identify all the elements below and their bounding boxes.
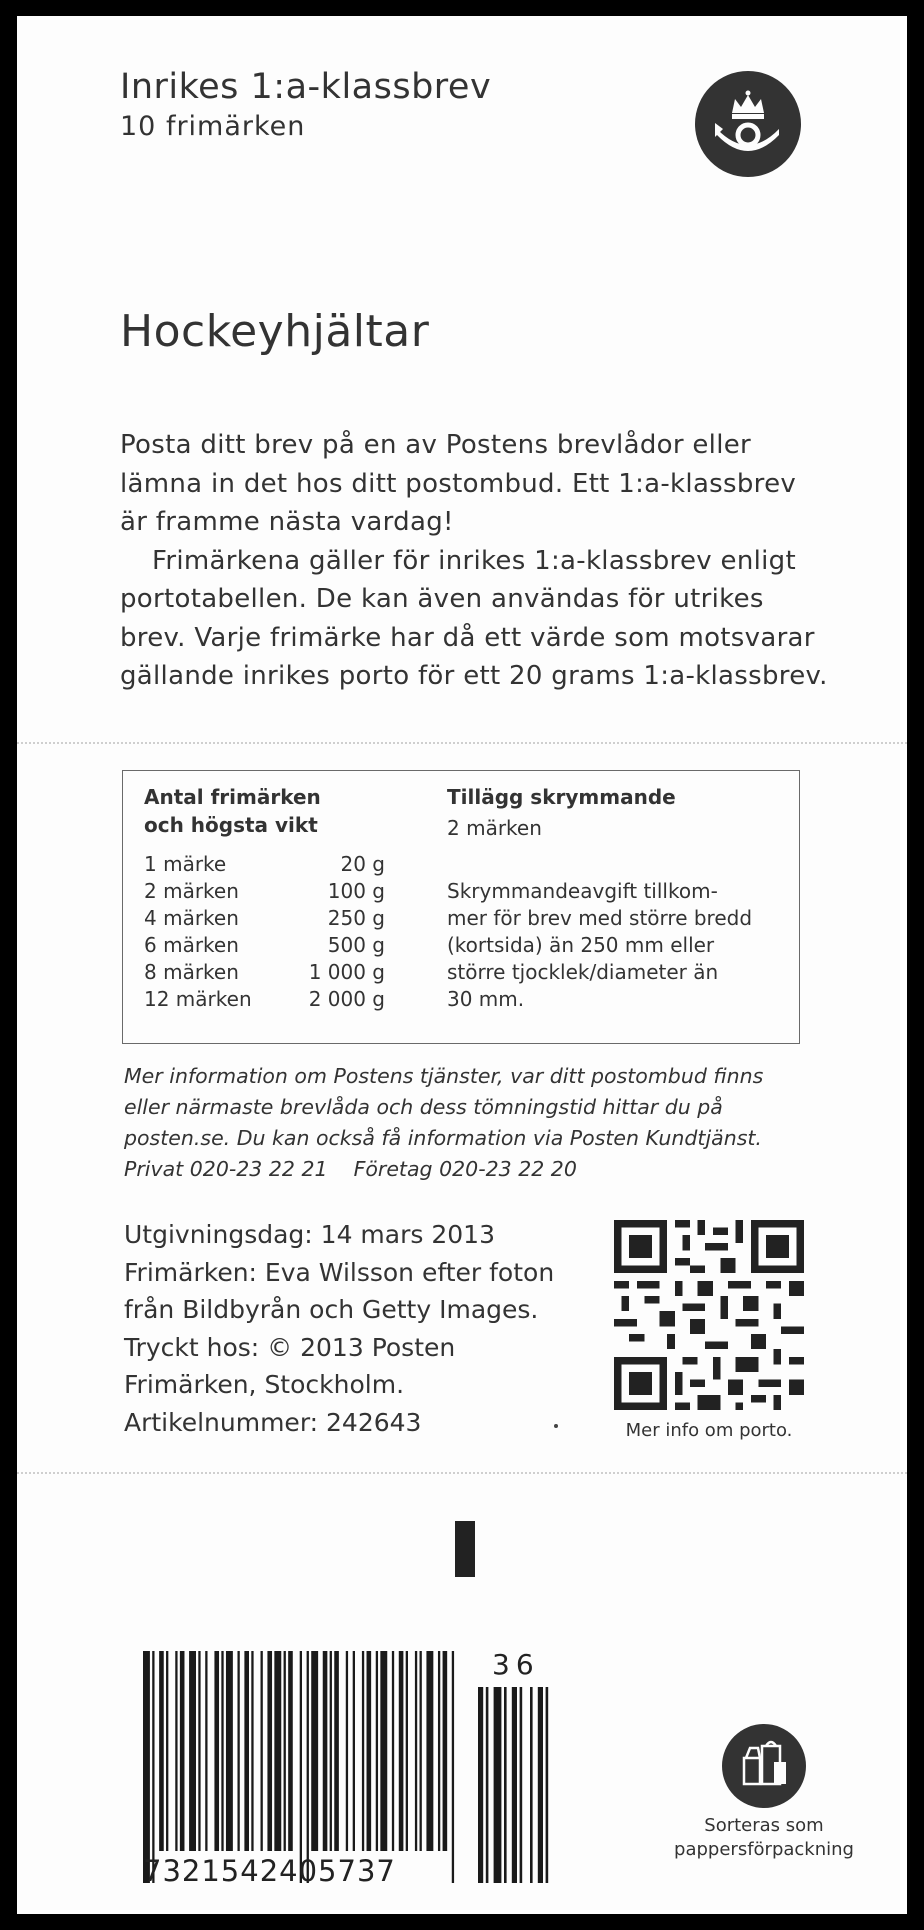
barcode-bar (307, 1651, 309, 1883)
booklet-subtitle: 10 frimärken (120, 111, 306, 142)
qr-caption: Mer info om porto. (625, 1420, 793, 1441)
barcode-bar (311, 1651, 318, 1851)
recycling-line: Sorteras som (704, 1815, 824, 1836)
bulky-note-line: 30 mm. (447, 987, 525, 1011)
barcode-bar (274, 1651, 281, 1851)
barcode-addon-bar (512, 1687, 517, 1883)
barcode-number: 7321542405737 (143, 1854, 396, 1888)
qr-code[interactable] (614, 1220, 804, 1410)
barcode-bar (205, 1651, 207, 1851)
table-row-weight: 1 000 g (308, 960, 385, 984)
bulky-note-line: mer för brev med större bredd (447, 906, 753, 930)
barcode-bar (288, 1651, 293, 1851)
instruction-line: brev. Varje frimärke har då ett värde som motsvarar (120, 622, 815, 653)
print-dot (554, 1424, 558, 1428)
barcode-bar (159, 1651, 164, 1851)
barcode-addon-number: 36 (492, 1648, 540, 1681)
barcode-bar (198, 1651, 200, 1851)
registration-mark (455, 1521, 475, 1577)
barcode-bar (443, 1651, 448, 1851)
barcode-bar (180, 1651, 185, 1851)
barcode-bar (323, 1651, 328, 1851)
recycling-label (627, 1814, 901, 1862)
more-info-line: eller närmaste brevlåda och dess tömningstid hittar du på (124, 1095, 723, 1119)
barcode-bar (376, 1651, 378, 1851)
barcode-bar (221, 1651, 223, 1851)
postage-table (122, 770, 800, 1044)
barcode-bar (334, 1651, 339, 1851)
barcode-bar (406, 1651, 408, 1851)
table-row-weight: 20 g (340, 852, 385, 876)
barcode-bar (166, 1651, 168, 1851)
posten-logo-icon (695, 71, 801, 177)
recycling-line: pappersförpackning (674, 1839, 854, 1860)
barcode-bar (267, 1651, 272, 1851)
barcode-bar (244, 1651, 249, 1851)
issue-line: Artikelnummer: 242643 (124, 1407, 422, 1437)
bulky-note-line: Skrymmandeavgift tillkom- (447, 879, 718, 903)
table-row-weight: 250 g (327, 906, 385, 930)
barcode-bar (226, 1651, 233, 1851)
instruction-line: Frimärkena gäller för inrikes 1:a-klassbrev enligt (152, 545, 796, 576)
issue-line: från Bildbyrån och Getty Images. (124, 1295, 539, 1324)
barcode-bar (420, 1651, 422, 1851)
barcode-addon-bar (478, 1687, 483, 1883)
barcode-bar (214, 1651, 219, 1851)
booklet-title: Inrikes 1:a-klassbrev (120, 67, 492, 107)
table-row-weight: 100 g (327, 879, 385, 903)
barcode-bar (251, 1651, 253, 1851)
phone-numbers (124, 1154, 824, 1185)
barcode-addon-bar (546, 1687, 549, 1883)
issue-line: Frimärken: Eva Wilsson efter foton (124, 1257, 555, 1287)
table-row-weight: 2 000 g (308, 987, 385, 1011)
table-row-weight: 500 g (327, 933, 385, 957)
barcode-addon-bar (494, 1687, 502, 1883)
barcode-bar (346, 1651, 348, 1851)
instruction-line: lämna in det hos ditt postombud. Ett 1:a-klassbrev (120, 468, 797, 499)
barcode-bar (367, 1651, 372, 1851)
more-info-line: posten.se. Du kan också få information via Posten Kundtjänst. (124, 1126, 762, 1150)
perforation-line (17, 738, 907, 748)
issue-line: Frimärken, Stockholm. (124, 1370, 405, 1399)
barcode-bar (284, 1651, 286, 1851)
issue-line: Tryckt hos: © 2013 Posten (124, 1332, 456, 1362)
more-info-line: Mer information om Postens tjänster, var ditt postombud finns (124, 1064, 764, 1088)
more-info-text (124, 1061, 824, 1185)
table-row-count: 12 märken (144, 987, 252, 1011)
table-row-count: 6 märken (144, 933, 239, 957)
barcode-bar (362, 1651, 364, 1851)
bulky-note-line: större tjocklek/diameter än (447, 960, 719, 984)
barcode-bar (261, 1651, 263, 1851)
table-row-count: 2 märken (144, 879, 239, 903)
barcode-bar (175, 1651, 177, 1851)
barcode-bar (426, 1651, 433, 1851)
barcode-bar (415, 1651, 417, 1851)
issue-details (124, 1216, 604, 1441)
instruction-line: gällande inrikes porto för ett 20 grams 1:a-klassbrev. (120, 661, 828, 691)
bulky-note-line: (kortsida) än 250 mm eller (447, 933, 715, 957)
table-header-count: Antal frimärken (144, 785, 321, 809)
phone-business: Företag 020-23 22 20 (353, 1157, 577, 1181)
instruction-line: är framme nästa vardag! (120, 507, 454, 537)
table-row-count: 8 märken (144, 960, 239, 984)
table-header-weight: och högsta vikt (144, 813, 318, 837)
bulky-stamp-count: 2 märken (447, 816, 542, 840)
perforation-line (17, 1468, 907, 1478)
instruction-line: Posta ditt brev på en av Postens brevlådor eller (120, 430, 752, 460)
issue-line: Utgivningsdag: 14 mars 2013 (124, 1220, 495, 1249)
barcode-bar (143, 1651, 150, 1883)
barcode-bar (452, 1651, 454, 1883)
barcode-bar (399, 1651, 404, 1851)
barcode-bar (438, 1651, 440, 1851)
booklet-back-cover (17, 16, 907, 1914)
barcode-addon-bar (504, 1687, 507, 1883)
barcode-bar (300, 1651, 302, 1883)
barcode-bar (353, 1651, 355, 1851)
barcode-bar (380, 1651, 387, 1851)
instruction-line: portotabellen. De kan även användas för utrikes (120, 584, 764, 614)
barcode-bar (330, 1651, 332, 1851)
barcode-bar (237, 1651, 239, 1851)
phone-private: Privat 020-23 22 21 (124, 1157, 328, 1181)
barcode-addon-bar (538, 1687, 543, 1883)
posting-instructions (120, 426, 828, 696)
stamp-series-heading: Hockeyhjältar (120, 306, 430, 357)
barcode-bar (189, 1651, 196, 1851)
barcode-bar (392, 1651, 394, 1851)
packaging-sort-icon (722, 1724, 806, 1808)
table-row-count: 1 märke (144, 852, 227, 876)
barcode-addon-bar (530, 1687, 533, 1883)
table-row-count: 4 märken (144, 906, 239, 930)
table-header-bulky: Tillägg skrymmande (447, 785, 676, 809)
barcode-addon-bar (486, 1687, 489, 1883)
barcode-addon-bar (520, 1687, 523, 1883)
barcode-bar (152, 1651, 154, 1883)
